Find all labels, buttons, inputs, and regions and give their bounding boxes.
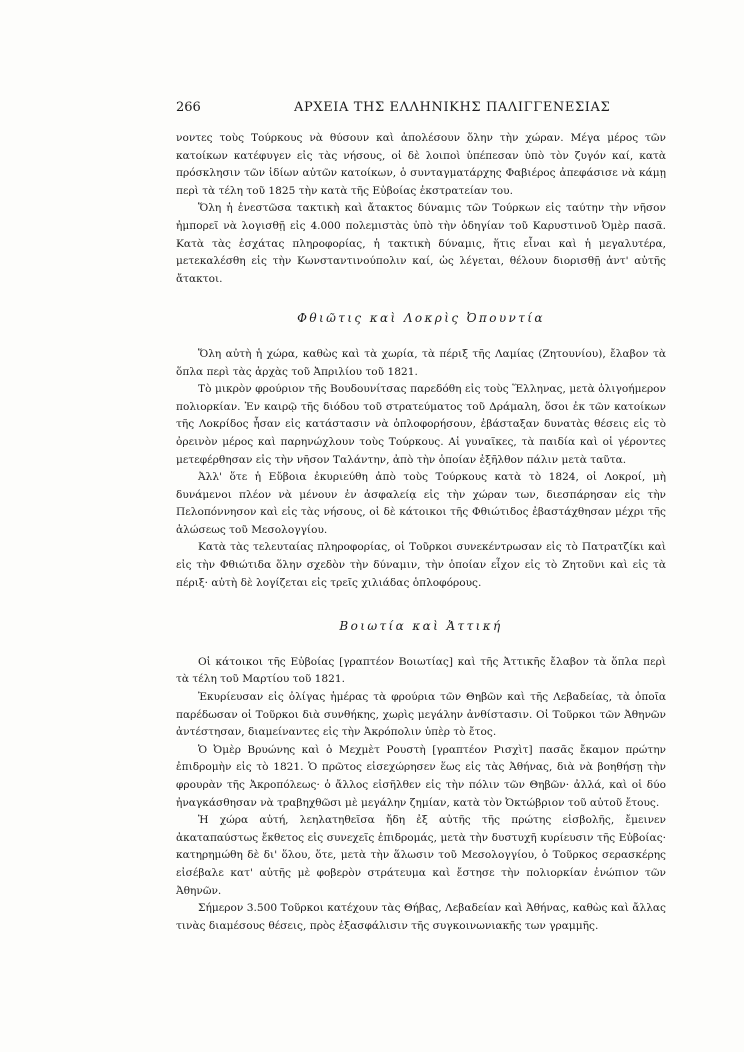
running-title: ΑΡΧΕΙΑ ΤΗΣ ΕΛΛΗΝΙΚΗΣ ΠΑΛΙΓΓΕΝΕΣΙΑΣ bbox=[294, 100, 611, 115]
section-title-fthiotis: Φθιῶτις καὶ Λοκρὶς Ὀπουντία bbox=[297, 311, 545, 326]
section1-paragraph: Κατὰ τὰς τελευταίας πληροφορίας, οἱ Τοῦρκοι συνεκέντρωσαν εἰς τὸ Πατρατζίκι καὶ εἰς τὴν Φθιώτιδα ὅλην σχεδὸν τὴν δύναμιν, τὴν ὁποίαν εἶχον εἰς τὸ Ζητοῦνι καὶ εἰς τὰ πέριξ· αὐτὴ δὲ λογίζεται εἰς τρεῖς χιλιάδας ὁπλοφόρους. bbox=[176, 541, 666, 589]
section1-paragraph: Τὸ μικρὸν φρούριον τῆς Βουδουνίτσας παρεδόθη εἰς τοὺς Ἕλληνας, μετὰ ὀλιγοήμερον πολιορκίαν. Ἐν καιρῷ τῆς διόδου τοῦ στρατεύματος τοῦ Δράμαλη, ὅσοι ἐκ τῶν κατοίκων τῆς Λοκρίδος ἦσαν εἰς κατάστασιν νὰ ὁπλοφορήσουν, ἐβάσταξαν δυνατὰς θέσεις εἰς τὸ ὀρεινὸν μέρος καὶ παρηνώχλουν τοὺς Τούρκους. Αἱ γυναῖκες, τὰ παιδία καὶ οἱ γέροντες μετεφέρθησαν εἰς τὴν νῆσον Ταλάντην, ἀπὸ τὴν ὁποίαν ἐξῆλθον πάλιν μετὰ ταῦτα. bbox=[176, 383, 666, 466]
page-number: 266 bbox=[176, 100, 201, 115]
section2-paragraph: Οἱ κάτοικοι τῆς Εὐβοίας [γραπτέον Βοιωτίας] καὶ τῆς Ἀττικῆς ἔλαβον τὰ ὅπλα περὶ τὰ τέλη τοῦ Μαρτίου τοῦ 1821. bbox=[176, 655, 666, 686]
intro-paragraph: Ὅλη ἡ ἐνεστῶσα τακτικὴ καὶ ἄτακτος δύναμις τῶν Τούρκων εἰς ταύτην τὴν νῆσον ἠμπορεῖ νὰ λογισθῇ εἰς 4.000 πολεμιστὰς ὑπὸ τὴν ὁδηγίαν τοῦ Καρυστινοῦ Ὀμὲρ πασᾶ. Κατὰ τὰς ἐσχάτας πληροφορίας, ἡ τακτικὴ δύναμις, ἥτις εἶναι καὶ ἡ μεγαλυτέρα, μετεκαλέσθη εἰς τὴν Κωνσταντινούπολιν καί, ὡς λέγεται, θέλουν διορισθῇ ἀντ' αὐτῆς ἄτακτοι. bbox=[176, 202, 666, 285]
page-header bbox=[176, 100, 666, 120]
section2-paragraph: Ἡ χώρα αὐτή, λεηλατηθεῖσα ἤδη ἐξ αὐτῆς τῆς πρώτης εἰσβολῆς, ἔμεινεν ἀκαταπαύστως ἔκθετος εἰς συνεχεῖς ἐπιδρομάς, μετὰ τὴν δυστυχῆ κυρίευσιν τῆς Εὐβοίας· κατηρημώθη δὲ δι' ὅλου, ὅτε, μετὰ τὴν ἅλωσιν τοῦ Μεσολογγίου, ὁ Τοῦρκος σερασκέρης εἰσέβαλε κατ' αὐτῆς μὲ φοβερὸν στράτευμα καὶ ἔστησε τὴν πολιορκίαν ἐνώπιον τῶν Ἀθηνῶν. bbox=[176, 814, 666, 897]
section1-paragraph: Ἀλλ' ὅτε ἡ Εὔβοια ἐκυριεύθη ἀπὸ τοὺς Τούρκους κατὰ τὸ 1824, οἱ Λοκροί, μὴ δυνάμενοι πλέον νὰ μένουν ἐν ἀσφαλείᾳ εἰς τὴν χώραν των, διεσπάρησαν εἰς τὴν Πελοπόννησον καὶ εἰς τὰς νήσους, οἱ δὲ κάτοικοι τῆς Φθιώτιδος ἐβαστάχθησαν μέχρι τῆς ἁλώσεως τοῦ Μεσολογγίου. bbox=[176, 471, 666, 536]
section-title-voiotia: Βοιωτία καὶ Ἀττική bbox=[339, 619, 503, 634]
section1-paragraph: Ὅλη αὐτὴ ἡ χώρα, καθὼς καὶ τὰ χωρία, τὰ πέριξ τῆς Λαμίας (Ζητουνίου), ἔλαβον τὰ ὅπλα περὶ τὰς ἀρχὰς τοῦ Ἀπριλίου τοῦ 1821. bbox=[176, 347, 666, 378]
section2-paragraph: Ὁ Ὀμὲρ Βρυώνης καὶ ὁ Μεχμὲτ Ρουστὴ [γραπτέον Ρισχὶτ] πασᾶς ἔκαμον πρώτην ἐπιδρομὴν εἰς τὸ 1821. Ὁ πρῶτος εἰσεχώρησεν ἕως εἰς τὰς Ἀθήνας, διὰ νὰ βοηθήσῃ τὴν φρουρὰν τῆς Ἀκροπόλεως· ὁ ἄλλος εἰσῆλθεν εἰς τὴν πόλιν τῶν Θηβῶν· ἀλλά, καὶ οἱ δύο ἠναγκάσθησαν νὰ τραβηχθῶσι μὲ μεγάλην ζημίαν, κατὰ τὸν Ὀκτώβριον τοῦ αὐτοῦ ἔτους. bbox=[176, 743, 666, 809]
section2-paragraph: Ἐκυρίευσαν εἰς ὀλίγας ἡμέρας τὰ φρούρια τῶν Θηβῶν καὶ τῆς Λεβαδείας, τὰ ὁποῖα παρέδωσαν οἱ Τοῦρκοι διὰ συνθήκης, χωρὶς μεγάλην ἀνθίστασιν. Οἱ Τοῦρκοι τῶν Ἀθηνῶν ἀντέστησαν, διαμείναντες εἰς τὴν Ἀκρόπολιν ὑπὲρ τὸ ἔτος. bbox=[176, 691, 666, 739]
section2-paragraph: Σήμερον 3.500 Τοῦρκοι κατέχουν τὰς Θήβας, Λεβαδείαν καὶ Ἀθήνας, καθὼς καὶ ἄλλας τινὰς διαμέσους θέσεις, πρὸς ἐξασφάλισιν τῆς συγκοινωνιακῆς των γραμμῆς. bbox=[176, 902, 666, 932]
intro-paragraph: νοντες τοὺς Τούρκους νὰ θύσουν καὶ ἀπολέσουν ὅλην τὴν χώραν. Μέγα μέρος τῶν κατοίκων κατέφυγεν εἰς τὰς νήσους, οἱ δὲ λοιποὶ ὑπέπεσαν ὑπὸ τὸν ζυγόν καί, κατὰ πρόσκλησιν τῶν ἰδίων αὐτῶν κατοίκων, ὁ συνταγματάρχης Φαβιέρος ἀπεφάσισε νὰ κάμῃ περὶ τὰ τέλη τοῦ 1825 τὴν κατὰ τῆς Εὐβοίας ἐκστρατείαν του. bbox=[176, 132, 666, 197]
page-body bbox=[176, 130, 666, 935]
